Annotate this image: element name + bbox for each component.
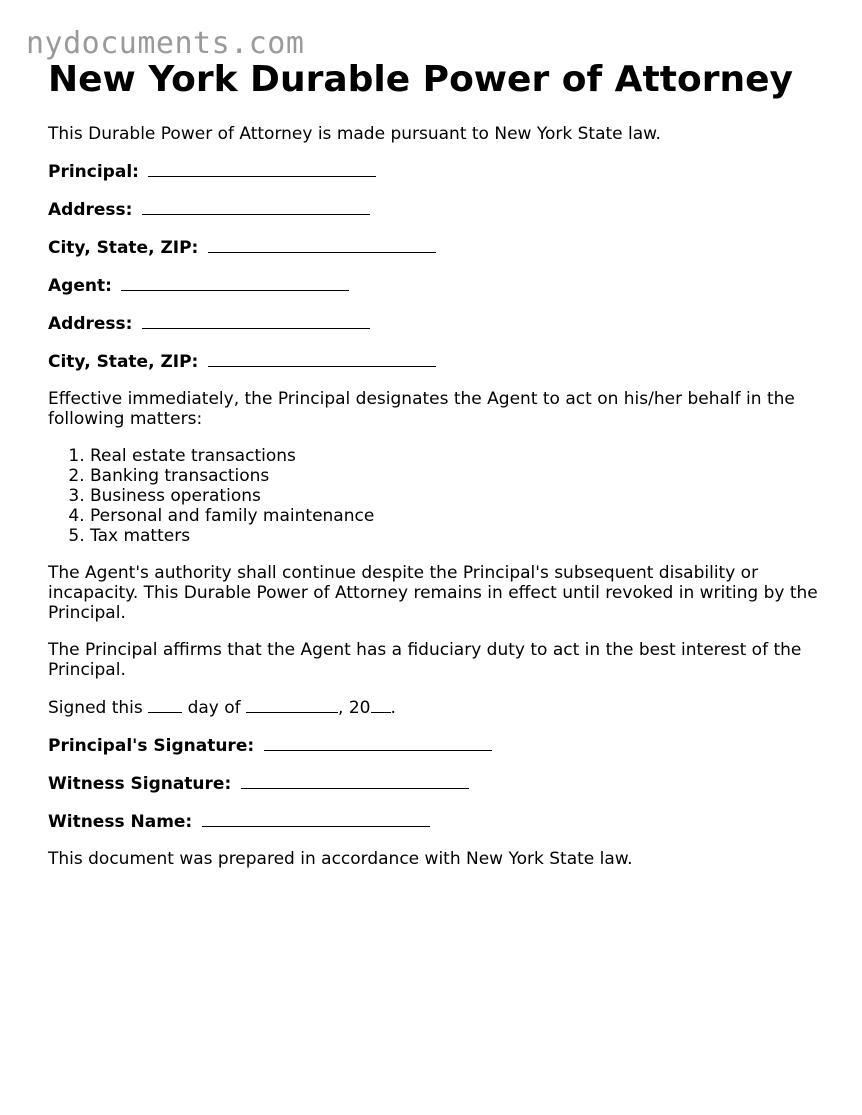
agent-city-field — [48, 351, 828, 372]
signed-prefix: Signed this — [48, 698, 143, 718]
month-blank[interactable] — [246, 697, 338, 713]
agent-name-label: Agent: — [48, 276, 112, 296]
agent-city-label: City, State, ZIP: — [48, 352, 199, 372]
witness-signature-field — [48, 773, 828, 794]
principal-signature-label: Principal's Signature: — [48, 736, 255, 756]
principal-city-label: City, State, ZIP: — [48, 238, 199, 258]
agent-name-line[interactable] — [121, 275, 349, 291]
year-prefix: , 20 — [338, 698, 371, 718]
principal-signature-field — [48, 735, 828, 756]
signed-suffix: . — [390, 698, 396, 718]
agent-name-field — [48, 275, 828, 296]
agent-address-label: Address: — [48, 314, 133, 334]
list-item: 3. Business operations — [90, 486, 828, 506]
principal-signature-line[interactable] — [264, 735, 492, 751]
agent-address-line[interactable] — [142, 313, 370, 329]
agent-address-field — [48, 313, 828, 334]
list-item: 5. Tax matters — [90, 526, 828, 546]
principal-name-field — [48, 161, 828, 182]
signed-date-line — [48, 697, 828, 718]
principal-address-label: Address: — [48, 200, 133, 220]
intro-paragraph: This Durable Power of Attorney is made pursuant to New York State law. — [48, 124, 661, 144]
document-title: New York Durable Power of Attorney — [48, 59, 793, 100]
witness-signature-label: Witness Signature: — [48, 774, 232, 794]
day-blank[interactable] — [148, 697, 182, 713]
durability-paragraph: The Agent's authority shall continue despite the Principal's subsequent disability or incapacity. This Durable Power of Attorney remains in effect until revoked in writing by the Principal. — [48, 563, 818, 623]
year-blank[interactable] — [371, 697, 391, 713]
closing-paragraph: This document was prepared in accordance with New York State law. — [48, 849, 633, 869]
matters-list — [48, 446, 828, 546]
principal-city-line[interactable] — [208, 237, 436, 253]
witness-name-line[interactable] — [202, 811, 430, 827]
list-item: 4. Personal and family maintenance — [90, 506, 828, 526]
principal-name-line[interactable] — [148, 161, 376, 177]
principal-name-label: Principal: — [48, 162, 139, 182]
principal-address-line[interactable] — [142, 199, 370, 215]
signed-middle: day of — [187, 698, 241, 718]
designation-paragraph: Effective immediately, the Principal designates the Agent to act on his/her behalf in the following matters: — [48, 389, 795, 429]
fiduciary-paragraph: The Principal affirms that the Agent has a fiduciary duty to act in the best interest of the Principal. — [48, 640, 802, 680]
witness-signature-line[interactable] — [241, 773, 469, 789]
document — [48, 58, 828, 886]
agent-city-line[interactable] — [208, 351, 436, 367]
list-item: 2. Banking transactions — [90, 466, 828, 486]
principal-address-field — [48, 199, 828, 220]
principal-city-field — [48, 237, 828, 258]
watermark-logo: nydocuments.com — [26, 26, 305, 61]
list-item: 1. Real estate transactions — [90, 446, 828, 466]
witness-name-label: Witness Name: — [48, 812, 193, 832]
witness-name-field — [48, 811, 828, 832]
